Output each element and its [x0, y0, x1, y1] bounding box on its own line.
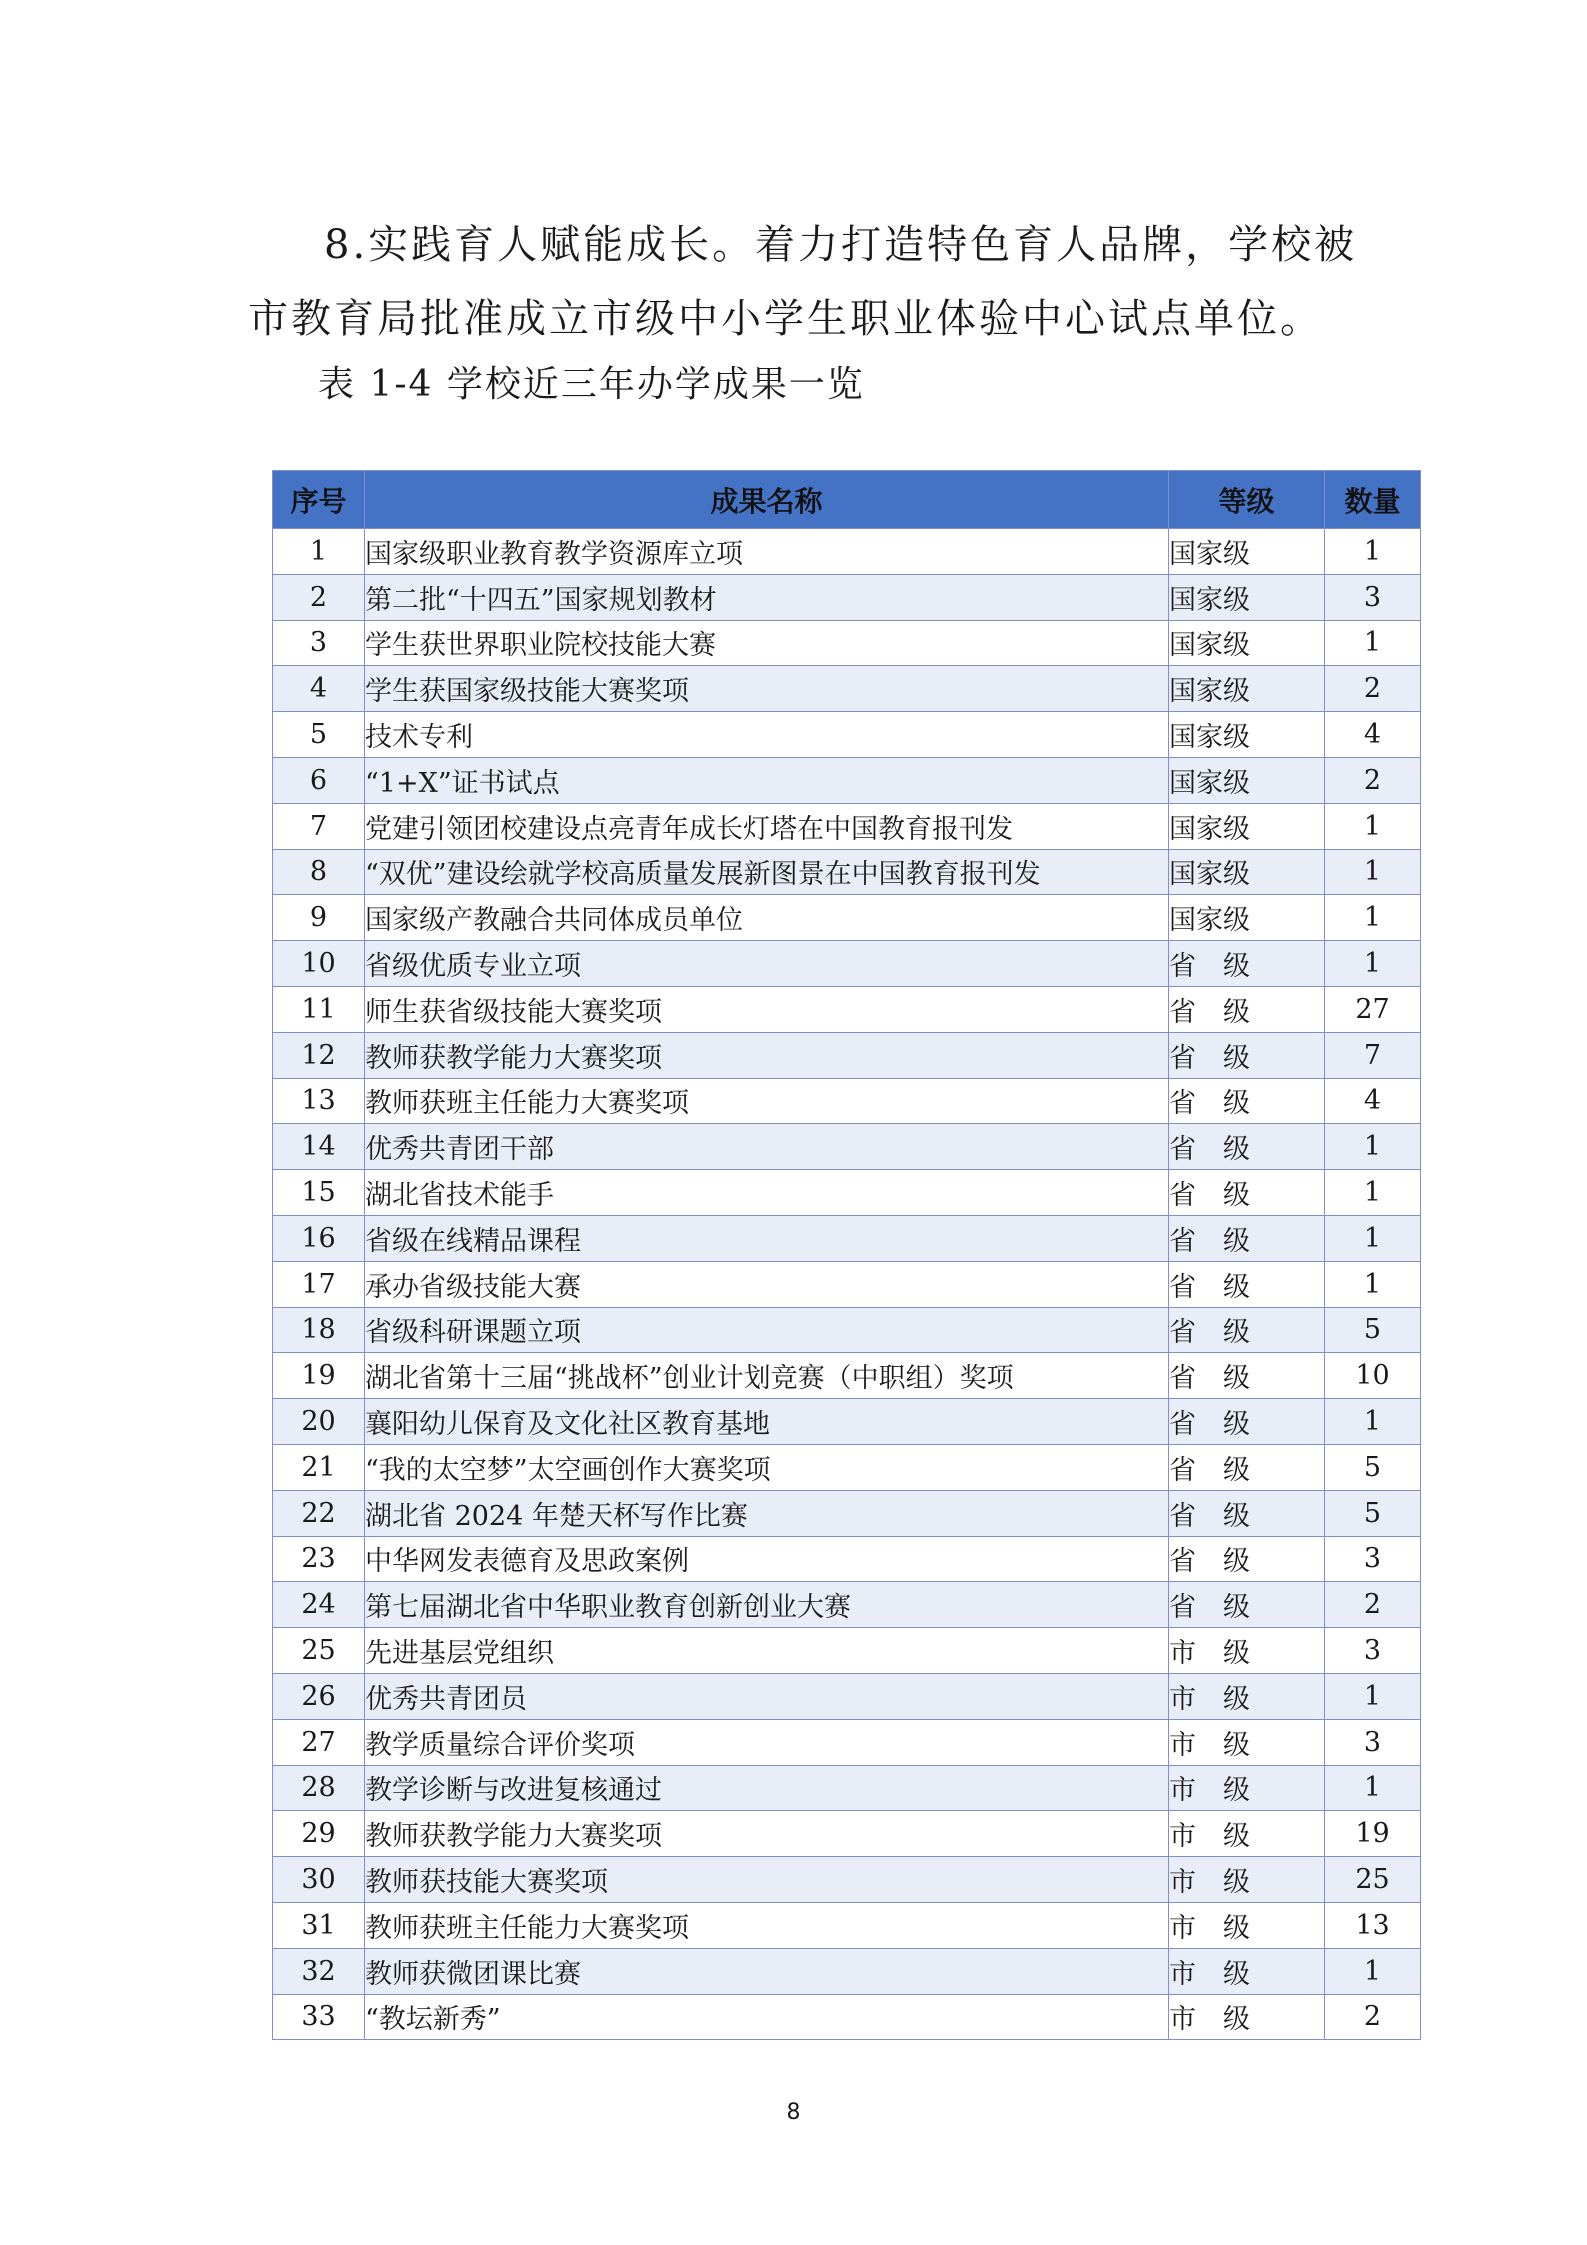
cell-achievement-name: 先进基层党组织	[365, 1628, 1169, 1674]
table-row	[273, 1124, 1421, 1170]
cell-level: 国家级	[1169, 712, 1325, 758]
table-caption: 表 1-4 学校近三年办学成果一览	[318, 364, 865, 405]
paragraph-line-2: 市教育局批准成立市级中小学生职业体验中心试点单位。	[248, 296, 1323, 342]
cell-serial: 3	[273, 620, 365, 666]
table-row	[273, 1032, 1421, 1078]
table-row	[273, 574, 1421, 620]
cell-level: 省 级	[1169, 1078, 1325, 1124]
cell-quantity: 2	[1325, 757, 1421, 803]
cell-quantity: 13	[1325, 1902, 1421, 1948]
cell-level: 省 级	[1169, 1582, 1325, 1628]
cell-quantity: 19	[1325, 1811, 1421, 1857]
cell-quantity: 7	[1325, 1032, 1421, 1078]
cell-quantity: 1	[1325, 1765, 1421, 1811]
cell-quantity: 4	[1325, 1078, 1421, 1124]
table-row	[273, 895, 1421, 941]
cell-quantity: 3	[1325, 574, 1421, 620]
table-row	[273, 1399, 1421, 1445]
results-table	[272, 470, 1421, 2040]
cell-achievement-name: 中华网发表德育及思政案例	[365, 1536, 1169, 1582]
cell-serial: 12	[273, 1032, 365, 1078]
cell-quantity: 5	[1325, 1490, 1421, 1536]
cell-level: 省 级	[1169, 1444, 1325, 1490]
body-paragraph	[248, 208, 1378, 356]
cell-quantity: 1	[1325, 895, 1421, 941]
cell-achievement-name: 优秀共青团干部	[365, 1124, 1169, 1170]
cell-quantity: 2	[1325, 1994, 1421, 2040]
cell-quantity: 1	[1325, 529, 1421, 575]
table-row	[273, 1490, 1421, 1536]
cell-level: 市 级	[1169, 1719, 1325, 1765]
table-row	[273, 1628, 1421, 1674]
table-row	[273, 941, 1421, 987]
cell-achievement-name: 第七届湖北省中华职业教育创新创业大赛	[365, 1582, 1169, 1628]
cell-quantity: 1	[1325, 1948, 1421, 1994]
cell-quantity: 3	[1325, 1536, 1421, 1582]
cell-achievement-name: “我的太空梦”太空画创作大赛奖项	[365, 1444, 1169, 1490]
table-row	[273, 1857, 1421, 1903]
cell-level: 省 级	[1169, 1490, 1325, 1536]
cell-quantity: 2	[1325, 666, 1421, 712]
header-quantity: 数量	[1325, 471, 1421, 529]
table-row	[273, 1170, 1421, 1216]
table-row	[273, 1902, 1421, 1948]
table-row	[273, 1444, 1421, 1490]
cell-achievement-name: 教师获教学能力大赛奖项	[365, 1032, 1169, 1078]
cell-achievement-name: 湖北省第十三届“挑战杯”创业计划竞赛（中职组）奖项	[365, 1353, 1169, 1399]
cell-serial: 17	[273, 1261, 365, 1307]
table-row	[273, 757, 1421, 803]
cell-quantity: 1	[1325, 941, 1421, 987]
cell-quantity: 1	[1325, 1124, 1421, 1170]
cell-level: 市 级	[1169, 1673, 1325, 1719]
cell-quantity: 10	[1325, 1353, 1421, 1399]
cell-achievement-name: 国家级产教融合共同体成员单位	[365, 895, 1169, 941]
table-row	[273, 529, 1421, 575]
table-row	[273, 1536, 1421, 1582]
cell-level: 国家级	[1169, 666, 1325, 712]
cell-quantity: 1	[1325, 849, 1421, 895]
cell-serial: 10	[273, 941, 365, 987]
cell-quantity: 3	[1325, 1628, 1421, 1674]
cell-level: 市 级	[1169, 1994, 1325, 2040]
cell-serial: 30	[273, 1857, 365, 1903]
cell-serial: 16	[273, 1215, 365, 1261]
header-level: 等级	[1169, 471, 1325, 529]
cell-level: 市 级	[1169, 1811, 1325, 1857]
table-row	[273, 1948, 1421, 1994]
table-row	[273, 1719, 1421, 1765]
cell-quantity: 3	[1325, 1719, 1421, 1765]
cell-quantity: 1	[1325, 1215, 1421, 1261]
table-row	[273, 1994, 1421, 2040]
cell-level: 省 级	[1169, 1215, 1325, 1261]
cell-level: 国家级	[1169, 574, 1325, 620]
cell-serial: 29	[273, 1811, 365, 1857]
cell-achievement-name: 省级科研课题立项	[365, 1307, 1169, 1353]
cell-achievement-name: 承办省级技能大赛	[365, 1261, 1169, 1307]
cell-achievement-name: 湖北省技术能手	[365, 1170, 1169, 1216]
cell-serial: 9	[273, 895, 365, 941]
cell-level: 市 级	[1169, 1948, 1325, 1994]
cell-serial: 22	[273, 1490, 365, 1536]
table-row	[273, 1673, 1421, 1719]
cell-achievement-name: 国家级职业教育教学资源库立项	[365, 529, 1169, 575]
cell-serial: 18	[273, 1307, 365, 1353]
cell-serial: 13	[273, 1078, 365, 1124]
cell-achievement-name: 学生获世界职业院校技能大赛	[365, 620, 1169, 666]
cell-serial: 31	[273, 1902, 365, 1948]
table-row	[273, 712, 1421, 758]
cell-achievement-name: 教师获教学能力大赛奖项	[365, 1811, 1169, 1857]
cell-serial: 15	[273, 1170, 365, 1216]
cell-achievement-name: 优秀共青团员	[365, 1673, 1169, 1719]
paragraph-line-1: 8.实践育人赋能成长。着力打造特色育人品牌，学校被	[324, 222, 1358, 268]
cell-serial: 20	[273, 1399, 365, 1445]
cell-achievement-name: 湖北省 2024 年楚天杯写作比赛	[365, 1490, 1169, 1536]
cell-serial: 1	[273, 529, 365, 575]
cell-achievement-name: 师生获省级技能大赛奖项	[365, 986, 1169, 1032]
cell-level: 国家级	[1169, 895, 1325, 941]
cell-achievement-name: 党建引领团校建设点亮青年成长灯塔在中国教育报刊发	[365, 803, 1169, 849]
cell-serial: 8	[273, 849, 365, 895]
cell-serial: 7	[273, 803, 365, 849]
table-row	[273, 849, 1421, 895]
cell-quantity: 1	[1325, 1170, 1421, 1216]
page-number: 8	[786, 2100, 801, 2125]
cell-achievement-name: “双优”建设绘就学校高质量发展新图景在中国教育报刊发	[365, 849, 1169, 895]
cell-achievement-name: 教师获技能大赛奖项	[365, 1857, 1169, 1903]
cell-quantity: 1	[1325, 620, 1421, 666]
cell-serial: 26	[273, 1673, 365, 1719]
cell-level: 省 级	[1169, 1399, 1325, 1445]
table-body	[273, 529, 1421, 2040]
table-row	[273, 666, 1421, 712]
cell-level: 市 级	[1169, 1857, 1325, 1903]
cell-serial: 27	[273, 1719, 365, 1765]
table-row	[273, 1582, 1421, 1628]
cell-serial: 14	[273, 1124, 365, 1170]
cell-serial: 11	[273, 986, 365, 1032]
cell-serial: 19	[273, 1353, 365, 1399]
cell-serial: 5	[273, 712, 365, 758]
table-row	[273, 1811, 1421, 1857]
table-row	[273, 1261, 1421, 1307]
cell-level: 省 级	[1169, 1353, 1325, 1399]
table-row	[273, 986, 1421, 1032]
cell-level: 省 级	[1169, 1261, 1325, 1307]
cell-level: 省 级	[1169, 986, 1325, 1032]
cell-level: 省 级	[1169, 1032, 1325, 1078]
cell-quantity: 5	[1325, 1307, 1421, 1353]
cell-serial: 21	[273, 1444, 365, 1490]
cell-level: 市 级	[1169, 1902, 1325, 1948]
cell-quantity: 25	[1325, 1857, 1421, 1903]
cell-achievement-name: 教学质量综合评价奖项	[365, 1719, 1169, 1765]
cell-achievement-name: 教师获班主任能力大赛奖项	[365, 1078, 1169, 1124]
table-row	[273, 1078, 1421, 1124]
header-serial: 序号	[273, 471, 365, 529]
cell-serial: 33	[273, 1994, 365, 2040]
table-row	[273, 1353, 1421, 1399]
cell-serial: 25	[273, 1628, 365, 1674]
cell-level: 省 级	[1169, 1536, 1325, 1582]
cell-quantity: 1	[1325, 1261, 1421, 1307]
table-row	[273, 803, 1421, 849]
cell-achievement-name: 省级在线精品课程	[365, 1215, 1169, 1261]
cell-quantity: 5	[1325, 1444, 1421, 1490]
cell-serial: 2	[273, 574, 365, 620]
cell-level: 市 级	[1169, 1628, 1325, 1674]
cell-level: 省 级	[1169, 1124, 1325, 1170]
cell-quantity: 1	[1325, 803, 1421, 849]
cell-level: 省 级	[1169, 1307, 1325, 1353]
cell-quantity: 1	[1325, 1673, 1421, 1719]
cell-achievement-name: 教学诊断与改进复核通过	[365, 1765, 1169, 1811]
cell-quantity: 2	[1325, 1582, 1421, 1628]
cell-achievement-name: 襄阳幼儿保育及文化社区教育基地	[365, 1399, 1169, 1445]
cell-achievement-name: “1+X”证书试点	[365, 757, 1169, 803]
cell-achievement-name: 教师获微团课比赛	[365, 1948, 1169, 1994]
cell-quantity: 4	[1325, 712, 1421, 758]
cell-achievement-name: 第二批“十四五”国家规划教材	[365, 574, 1169, 620]
cell-achievement-name: 学生获国家级技能大赛奖项	[365, 666, 1169, 712]
cell-quantity: 27	[1325, 986, 1421, 1032]
header-achievement-name: 成果名称	[365, 471, 1169, 529]
cell-level: 省 级	[1169, 941, 1325, 987]
cell-level: 国家级	[1169, 620, 1325, 666]
cell-serial: 28	[273, 1765, 365, 1811]
cell-serial: 24	[273, 1582, 365, 1628]
cell-level: 国家级	[1169, 529, 1325, 575]
cell-level: 市 级	[1169, 1765, 1325, 1811]
table-row	[273, 1765, 1421, 1811]
cell-level: 省 级	[1169, 1170, 1325, 1216]
cell-level: 国家级	[1169, 757, 1325, 803]
cell-serial: 6	[273, 757, 365, 803]
table-row	[273, 1215, 1421, 1261]
cell-achievement-name: 技术专利	[365, 712, 1169, 758]
cell-achievement-name: 教师获班主任能力大赛奖项	[365, 1902, 1169, 1948]
table-row	[273, 1307, 1421, 1353]
cell-serial: 4	[273, 666, 365, 712]
cell-achievement-name: “教坛新秀”	[365, 1994, 1169, 2040]
cell-level: 国家级	[1169, 849, 1325, 895]
cell-level: 国家级	[1169, 803, 1325, 849]
cell-quantity: 1	[1325, 1399, 1421, 1445]
cell-serial: 23	[273, 1536, 365, 1582]
cell-achievement-name: 省级优质专业立项	[365, 941, 1169, 987]
cell-serial: 32	[273, 1948, 365, 1994]
table-row	[273, 620, 1421, 666]
table-header-row	[273, 471, 1421, 529]
